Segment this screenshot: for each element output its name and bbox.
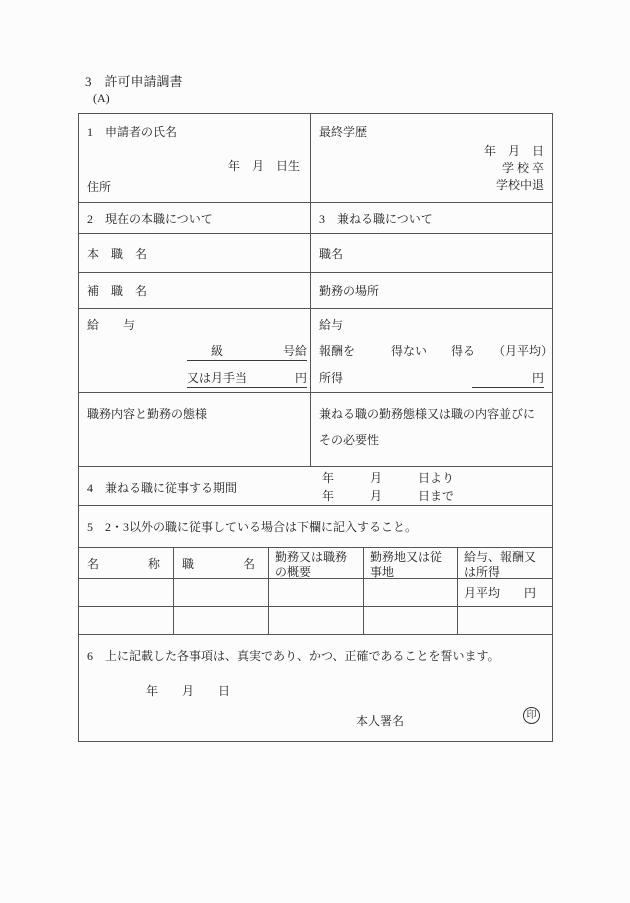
duties-label: 職務内容と勤務の態様 [87, 407, 208, 421]
period-label: 4 兼ねる職に従事する期間 [87, 481, 238, 495]
job-title-label: 職名 [310, 234, 552, 272]
subtable-header-row [79, 547, 552, 578]
cell-salary-right [310, 309, 552, 392]
current-job-section-label: 2 現在の本職について [87, 211, 213, 226]
address-label: 住所 [87, 180, 112, 194]
income-amount-blank: 円 [472, 369, 544, 388]
period-to-label: 年 月 日まで [322, 489, 455, 503]
subtable-r2c1 [79, 607, 173, 634]
row-salary [79, 308, 552, 392]
concurrent-job-section-label: 3 兼ねる職について [310, 203, 552, 233]
subtable-r2c2 [173, 607, 268, 634]
applicant-name-label: 1 申請者の氏名 [87, 125, 178, 139]
signature-label: 本人署名 [356, 714, 405, 728]
education-graduated-label: 学 校 卒 [501, 161, 544, 175]
oath-date-label: 年 月 日 [146, 684, 231, 698]
main-job-title-label: 本 職 名 [87, 246, 148, 261]
row-applicant [79, 114, 552, 202]
education-label: 最終学歴 [319, 125, 368, 139]
salary-allowance-line: 又は月手当 円 [187, 369, 307, 388]
subtable-r1c4 [363, 579, 457, 606]
row-oath [79, 634, 552, 741]
cell-oath [79, 635, 552, 741]
subtable-r1c1 [79, 579, 173, 606]
header-name-a: 名 [87, 556, 100, 571]
cell-period [79, 467, 552, 505]
document-subtitle: (A) [93, 91, 110, 105]
education-date-label: 年 月 日 [483, 144, 544, 158]
document-title: 3 許可申請調書 [85, 74, 183, 89]
cell-final-education [310, 114, 552, 202]
income-label: 所得 [319, 371, 344, 385]
remuneration-options-label: 報酬を 得ない 得る （月平均） [319, 344, 554, 358]
period-from-label: 年 月 日より [322, 471, 455, 485]
subtable-r2c3 [268, 607, 363, 634]
subtable-r2c4 [363, 607, 457, 634]
salary-right-label: 給与 [319, 318, 344, 332]
header-duty-outline: 勤務又は職務の概要 [268, 548, 363, 578]
seal-icon: 印 [523, 707, 540, 724]
aux-post-label: 補 職 名 [87, 284, 148, 298]
workplace-label: 勤務の場所 [310, 273, 552, 308]
subtable-row-1 [79, 578, 552, 606]
row-section-headers [79, 202, 552, 233]
subtable-r1c2 [173, 579, 268, 606]
header-work-location: 勤務地又は従事地 [363, 548, 457, 578]
row-period [79, 466, 552, 505]
header-job-b: 名 [242, 556, 255, 571]
cell-applicant-name [79, 114, 310, 202]
row-aux-post [79, 272, 552, 308]
header-name [79, 548, 173, 578]
header-salary-income: 給与、報酬又は所得 [457, 548, 552, 578]
monthly-average-label: 月平均 円 [457, 579, 552, 606]
header-job-title [173, 548, 268, 578]
oath-text: 6 上に記載した各事項は、真実であり、かつ、正確であることを誓います。 [87, 649, 500, 663]
birthdate-label: 年 月 日生 [227, 159, 300, 173]
concurrent-duties-label: 兼ねる職の勤務態様又は職の内容並びにその必要性 [310, 393, 552, 466]
application-form-table [78, 113, 553, 742]
subtable-r1c3 [268, 579, 363, 606]
salary-grade-line: 級 号給 [187, 342, 307, 361]
salary-label: 給 与 [87, 318, 136, 332]
header-name-b: 称 [147, 556, 160, 571]
subtable-r2c5 [457, 607, 552, 634]
other-jobs-note-label: 5 2・3以外の職に従事している場合は下欄に記入すること。 [87, 520, 418, 534]
cell-salary-left [79, 309, 310, 392]
row-other-jobs-note [79, 505, 552, 547]
subtable-row-2 [79, 606, 552, 634]
row-duties [79, 392, 552, 466]
header-job-a: 職 [182, 556, 195, 571]
row-job-title [79, 233, 552, 272]
education-dropout-label: 学校中退 [495, 178, 544, 192]
